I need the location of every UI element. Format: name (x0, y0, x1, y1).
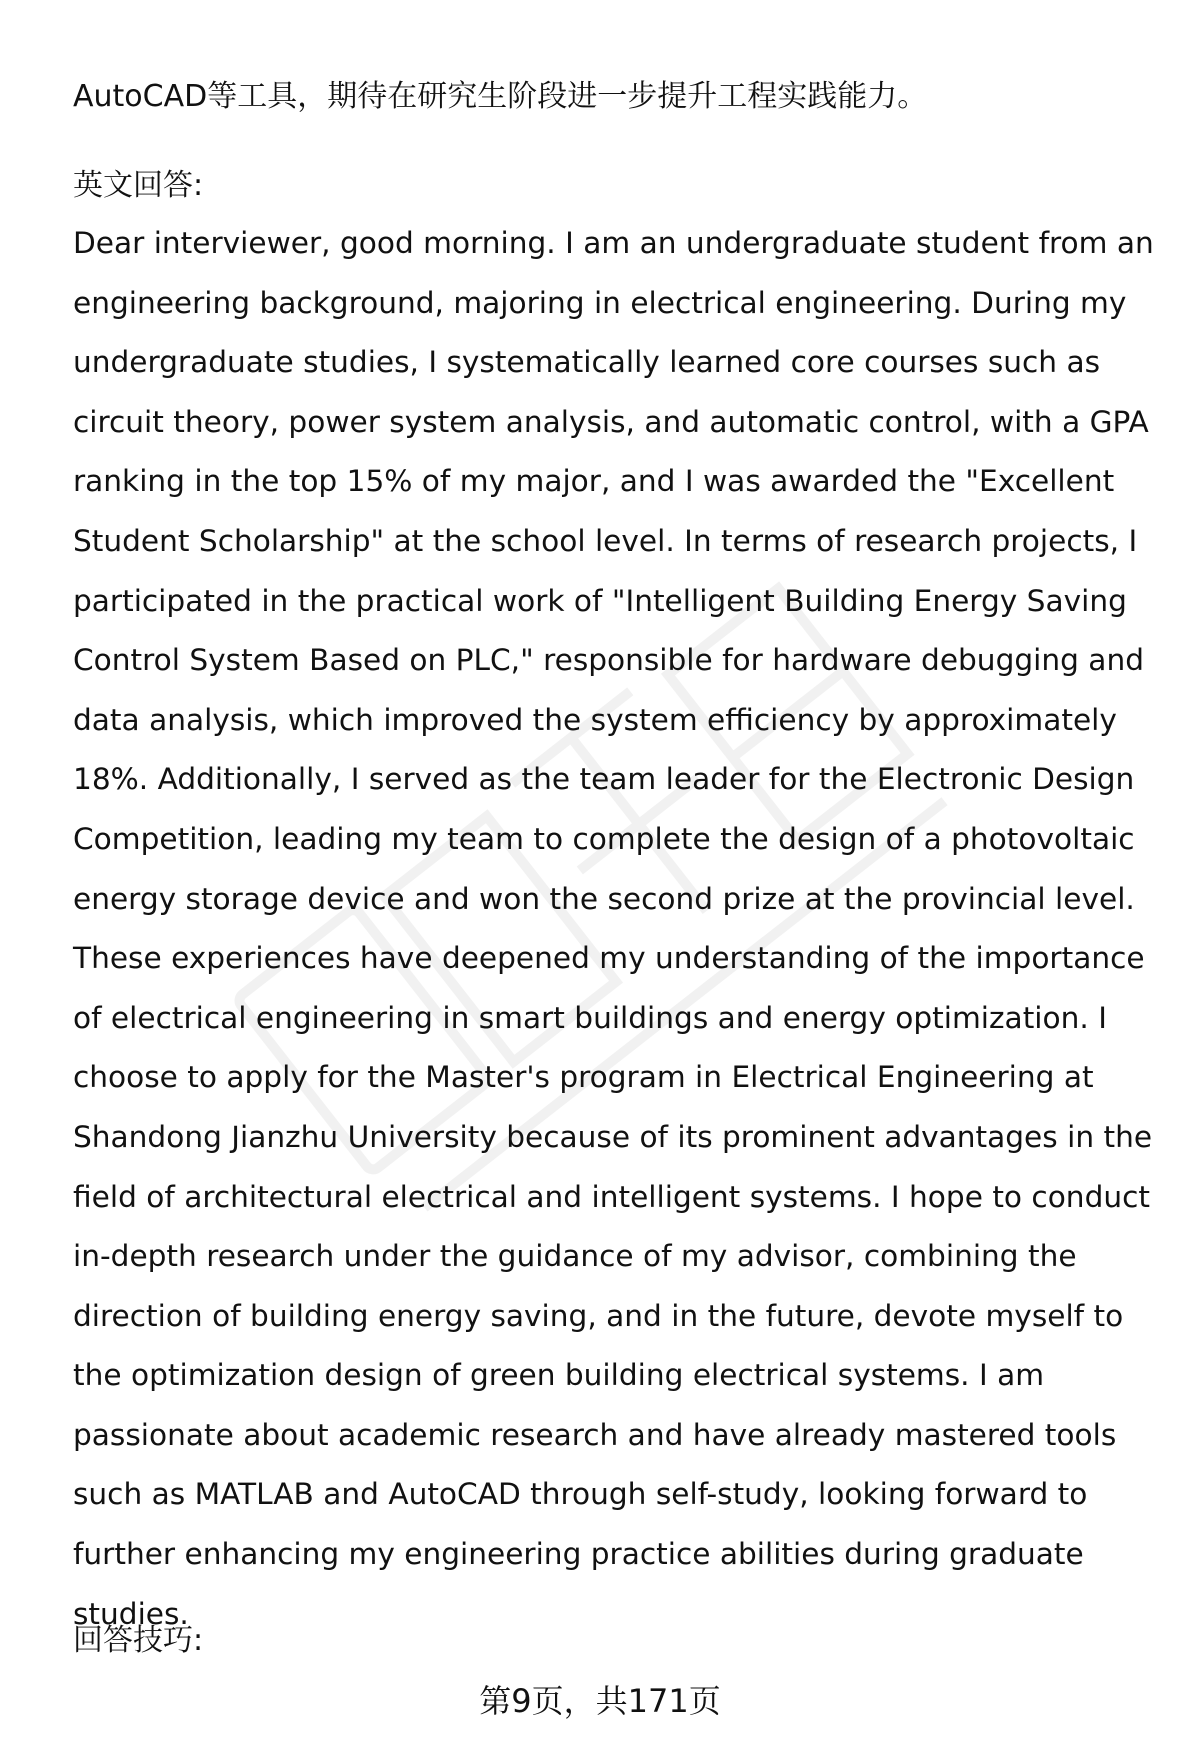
english-answer-heading: 英文回答: (73, 168, 204, 203)
english-answer-paragraph: Dear interviewer, good morning. I am an undergraduate student from an engineering background, majoring in electrical engineering. During my undergraduate studies, I systematically learned core courses such as circuit theory, power system analysis, and automatic control, with a GPA ranking in the top 15% of my major, and I was awarded the "Excellent Student Scholarship" at the school level. In terms of research projects, I participated in the practical work of "Intelligent Building Energy Saving Control System Based on PLC," responsible for hardware debugging and data analysis, which improved the system efficiency by approximately 18%. Additionally, I served as the team leader for the Electronic Design Competition, leading my team to complete the design of a photovoltaic energy storage device and won the second prize at the provincial level. These experiences have deepened my understanding of the importance of electrical engineering in smart buildings and energy optimization. I choose to apply for the Master's program in Electrical Engineering at Shandong Jianzhu University because of its prominent advantages in the field of architectural electrical and intelligent systems. I hope to conduct in-depth research under the guidance of my advisor, combining the direction of building energy saving, and in the future, devote myself to the optimization design of green building electrical systems. I am passionate about academic research and have already mastered tools such as MATLAB and AutoCAD through self-study, looking forward to further enhancing my engineering practice abilities during graduate studies. (73, 226, 1154, 1631)
page-number: 第9页，共171页 (479, 1682, 721, 1720)
intro-line: AutoCAD等工具，期待在研究生阶段进一步提升工程实践能力。 (73, 79, 928, 114)
answer-tips-heading: 回答技巧: (73, 1623, 204, 1658)
